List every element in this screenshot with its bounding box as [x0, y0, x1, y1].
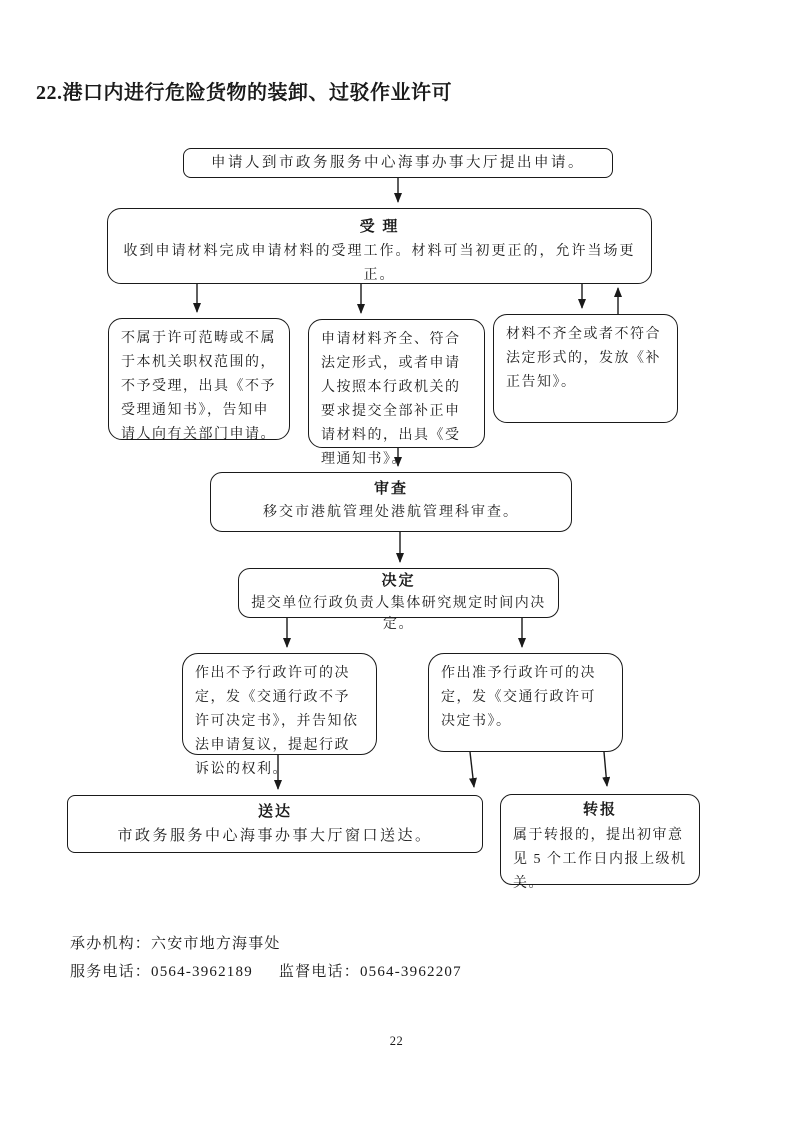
footer-supervision-phone-label: 监督电话： — [278, 964, 360, 980]
flow-node-not-accepted-text: 不属于许可范畴或不属于本机关职权范围的，不予受理，出具《不予受理通知书》，告知申请人向有关部门申请。 — [121, 331, 276, 443]
flow-node-review — [210, 472, 572, 532]
flow-node-forward-title: 转报 — [582, 802, 617, 818]
flow-node-accept-text: 收到申请材料完成申请材料的受理工作。材料可当初更正的，允许当场更正。 — [123, 243, 636, 283]
flow-node-review-text: 移交市港航管理处港航管理科审查。 — [263, 504, 519, 520]
flow-node-decision-text: 提交单位行政负责人集体研究规定时间内决定。 — [251, 595, 546, 632]
footer-service-phone-value: 0564-3962189 — [151, 964, 253, 980]
flow-node-apply-text: 申请人到市政务服务中心海事办事大厅提出申请。 — [211, 154, 585, 171]
flow-node-accept — [107, 208, 652, 284]
flow-node-approve-permit — [428, 653, 623, 752]
arrow-approve-to-deliver — [470, 752, 474, 787]
footer-phone-line — [70, 958, 462, 986]
footer-agency-label: 承办机构： — [70, 936, 152, 952]
flow-node-materials-complete — [308, 319, 485, 468]
flow-node-deny-permit — [182, 653, 377, 778]
footer-agency-value: 六安市地方海事处 — [151, 936, 281, 952]
flow-node-apply — [183, 148, 613, 178]
flow-node-decision — [238, 568, 559, 632]
flow-node-decision-title: 决定 — [381, 573, 416, 589]
flow-node-not-accepted — [108, 318, 290, 443]
flow-node-deny-permit-text: 作出不予行政许可的决定，发《交通行政不予许可决定书》，并告知依法申请复议，提起行政诉讼的权利。 — [195, 666, 359, 778]
page-title: 22.港口内进行危险货物的装卸、过驳作业许可 — [36, 82, 452, 104]
footer-service-phone-label: 服务电话： — [70, 964, 152, 980]
arrow-approve-to-forward — [604, 752, 607, 786]
flow-node-materials-incomplete — [493, 314, 678, 423]
flow-node-approve-permit-text: 作出准予行政许可的决定，发《交通行政许可决定书》。 — [441, 666, 596, 730]
flow-node-materials-incomplete-text: 材料不齐全或者不符合法定形式的，发放《补正告知》。 — [506, 327, 661, 391]
flow-node-review-title: 审查 — [373, 481, 408, 497]
flow-node-deliver-text: 市政务服务中心海事办事大厅窗口送达。 — [117, 827, 433, 844]
flow-node-forward — [500, 794, 700, 891]
footer-supervision-phone-value: 0564-3962207 — [359, 964, 462, 980]
flow-node-materials-complete-text: 申请材料齐全、符合法定形式，或者申请人按照本行政机关的要求提交全部补正申请材料的，出具《受理通知书》。 — [321, 332, 461, 468]
flow-node-accept-title: 受 理 — [359, 219, 400, 235]
flow-node-deliver-title: 送达 — [257, 804, 292, 820]
footer-agency-line — [70, 930, 462, 958]
page-number: 22 — [389, 1034, 404, 1048]
footer-contact — [70, 930, 462, 986]
flow-node-forward-text: 属于转报的，提出初审意见 5 个工作日内报上级机关。 — [513, 827, 687, 891]
flow-node-deliver — [67, 795, 483, 853]
